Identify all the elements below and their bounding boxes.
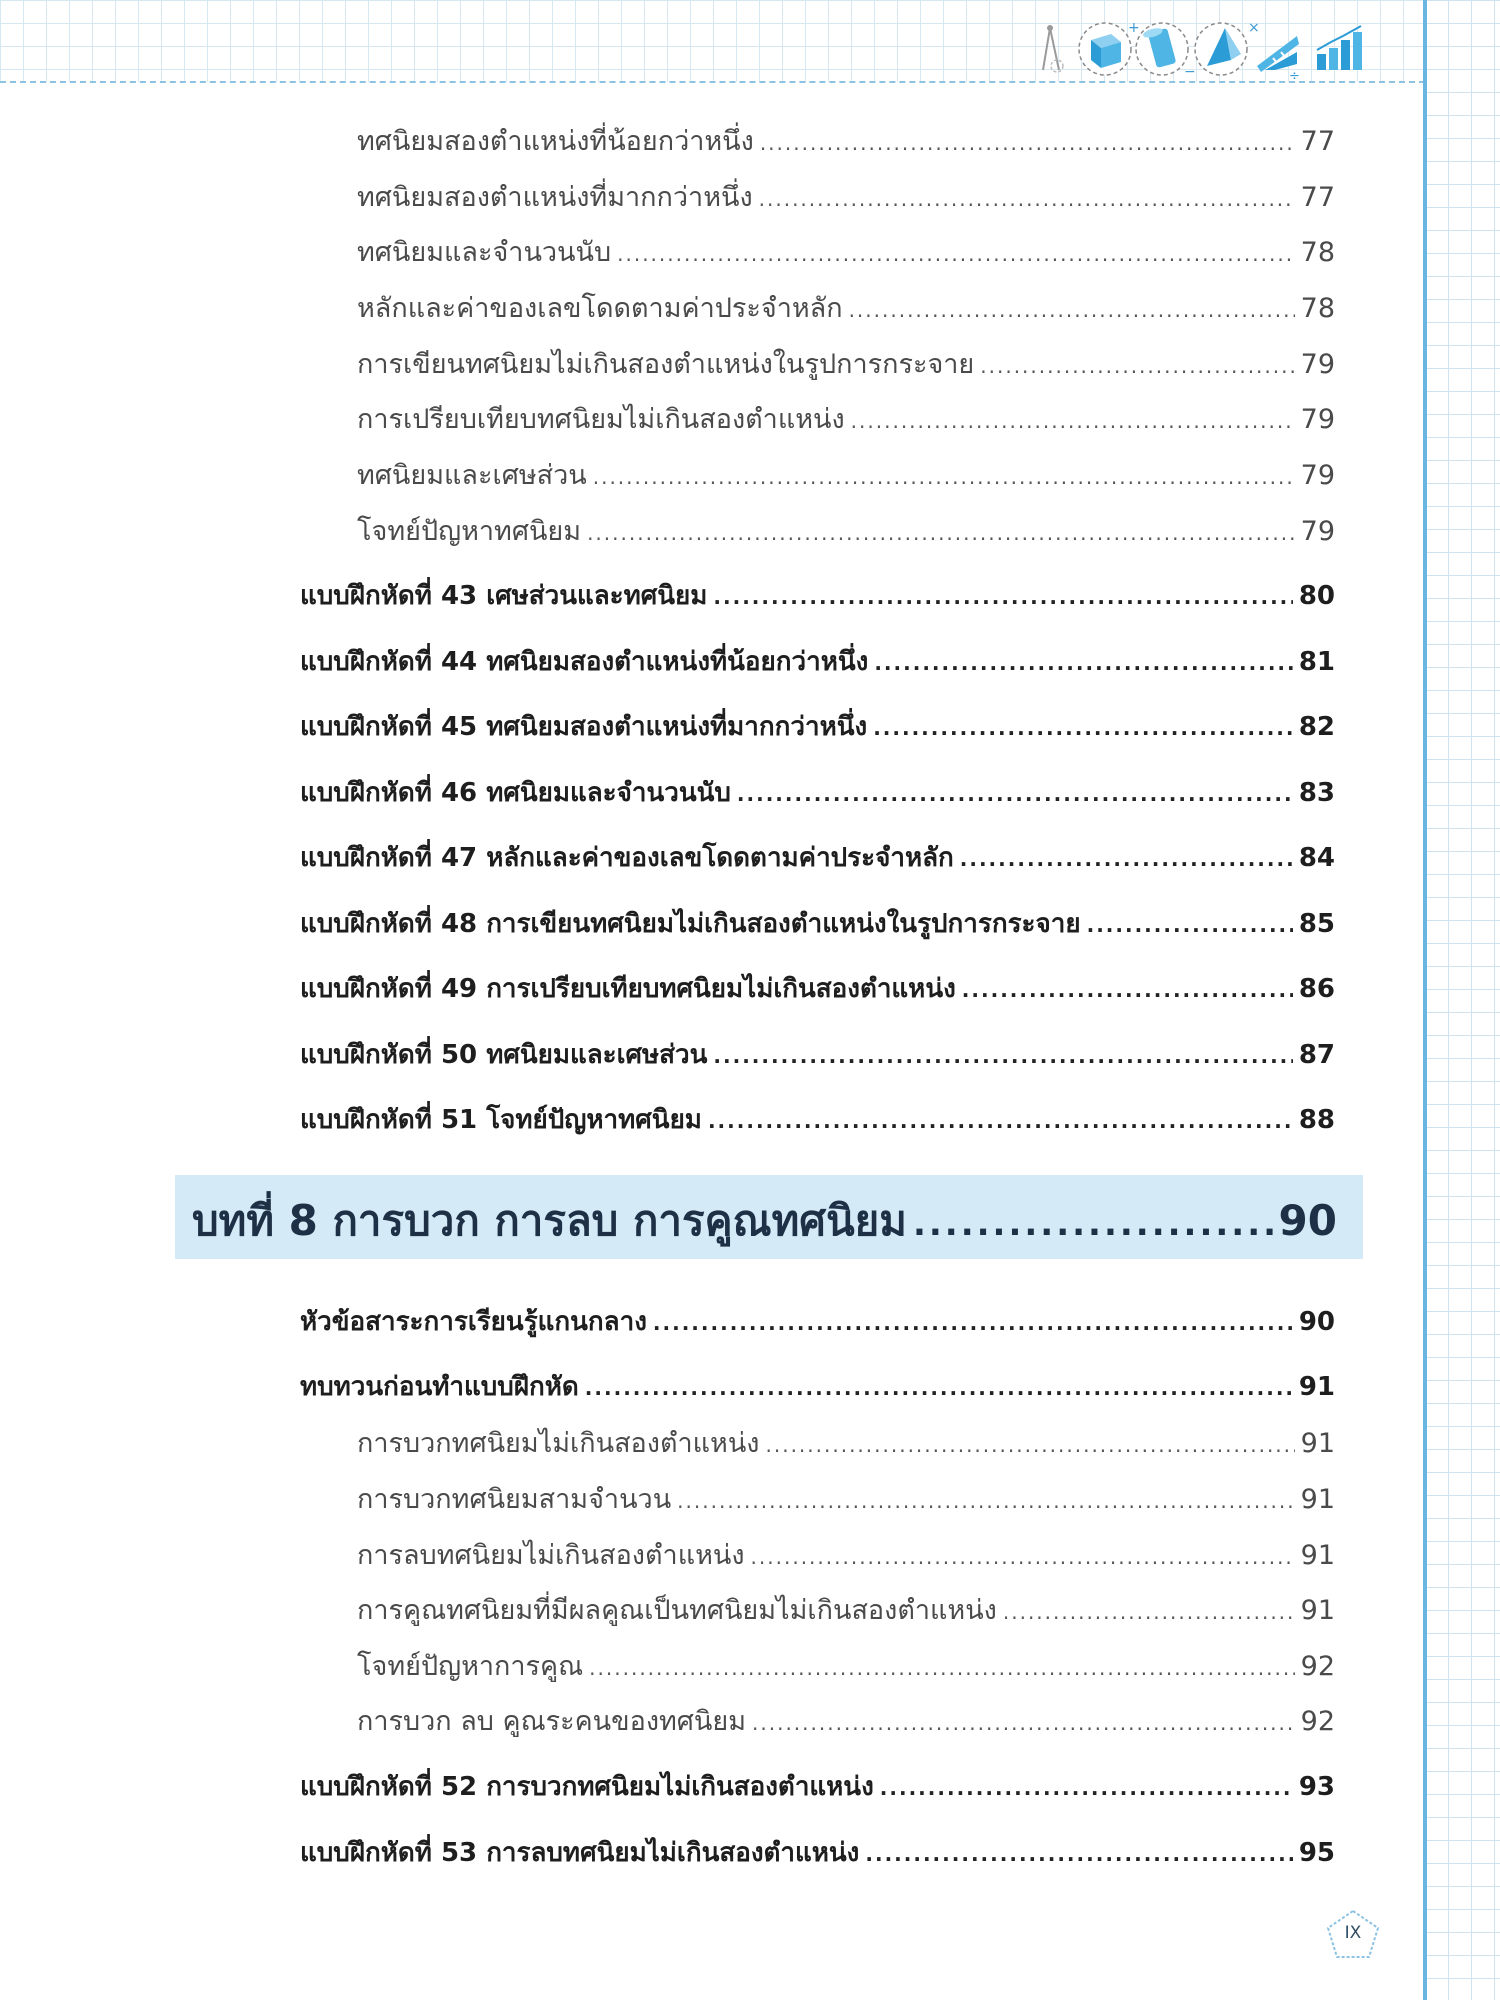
toc-page-number: 87 [1298,1040,1335,1070]
toc-page-number: 91 [1300,1428,1335,1459]
toc-entry-label: ทศนิยมและจำนวนนับ [357,237,612,268]
toc-page-number: 90 [1298,1307,1335,1337]
toc-subtopic-row[interactable] [357,286,1335,329]
dot-leader [593,465,1295,489]
chapter-heading[interactable] [192,1188,1337,1254]
toc-exercise-row[interactable] [300,575,1335,616]
dot-leader [589,1656,1294,1680]
toc-entry-label: แบบฝึกหัดที่ 53 การลบทศนิยมไม่เกินสองตำแหน่ง [300,1838,860,1868]
dot-leader [587,521,1295,545]
toc-entry-label: แบบฝึกหัดที่ 50 ทศนิยมและเศษส่วน [300,1040,708,1070]
dot-leader [751,1545,1295,1569]
dot-leader [677,1489,1294,1513]
toc-subtopic-row[interactable] [357,175,1335,218]
dot-leader [913,1204,1273,1244]
page-number: IX [1344,1923,1362,1943]
toc-entry-label: ทศนิยมสองตำแหน่งที่มากกว่าหนึ่ง [357,182,753,213]
dot-leader [865,1842,1292,1866]
toc-page-number: 80 [1298,581,1335,611]
toc-entry-label: การบวก ลบ คูณระคนของทศนิยม [357,1706,747,1737]
toc-exercise-row[interactable] [300,837,1335,878]
toc-page-number: 92 [1300,1651,1335,1682]
toc-entry-label: แบบฝึกหัดที่ 48 การเขียนทศนิยมไม่เกินสองตำแหน่งในรูปการกระจาย [300,909,1081,939]
dot-leader [713,1044,1292,1068]
dot-leader [962,978,1293,1002]
toc-page-number: 77 [1300,182,1335,213]
toc-entry-label: แบบฝึกหัดที่ 44 ทศนิยมสองตำแหน่งที่น้อยกว่าหนึ่ง [300,647,869,677]
toc-exercise-row[interactable] [300,903,1335,944]
toc-exercise-row[interactable] [300,968,1335,1009]
toc-page-number: 95 [1298,1838,1335,1868]
svg-text:÷: ÷ [1289,69,1300,80]
toc-entry-label: ทบทวนก่อนทำแบบฝึกหัด [300,1372,579,1402]
toc-subtopic-row[interactable] [357,342,1335,385]
toc-exercise-row[interactable] [300,706,1335,747]
dot-leader [874,651,1292,675]
toc-entry-label: แบบฝึกหัดที่ 52 การบวกทศนิยมไม่เกินสองตำแหน่ง [300,1772,874,1802]
dot-leader [880,1776,1293,1800]
chapter-page-number: 90 [1278,1196,1337,1245]
toc-entry-label: การเขียนทศนิยมไม่เกินสองตำแหน่งในรูปการกระจาย [357,349,975,380]
toc-page-number: 83 [1298,778,1335,808]
toc-entry-label: ทศนิยมสองตำแหน่งที่น้อยกว่าหนึ่ง [357,126,754,157]
toc-page-number: 93 [1298,1772,1335,1802]
toc-entry-label: แบบฝึกหัดที่ 43 เศษส่วนและทศนิยม [300,581,708,611]
dot-leader [851,409,1295,433]
toc-page-number: 91 [1300,1595,1335,1626]
toc-entry-label: ทศนิยมและเศษส่วน [357,460,587,491]
toc-entry-label: การคูณทศนิยมที่มีผลคูณเป็นทศนิยมไม่เกินสองตำแหน่ง [357,1595,997,1626]
toc-page-number: 78 [1300,237,1335,268]
toc-page-number: 92 [1300,1706,1335,1737]
toc-exercise-row[interactable] [300,772,1335,813]
toc-entry-label: การบวกทศนิยมสามจำนวน [357,1484,672,1515]
toc-entry-label: โจทย์ปัญหาการคูณ [357,1651,584,1682]
toc-page-number: 81 [1298,647,1335,677]
toc-entry-label: แบบฝึกหัดที่ 51 โจทย์ปัญหาทศนิยม [300,1105,702,1135]
toc-page-number: 82 [1298,712,1335,742]
dot-leader [737,782,1293,806]
dot-leader [849,298,1295,322]
dot-leader [960,847,1293,871]
dot-leader [759,187,1295,211]
dot-leader [713,585,1292,609]
toc-entry-label: แบบฝึกหัดที่ 49 การเปรียบเทียบทศนิยมไม่เกินสองตำแหน่ง [300,974,956,1004]
toc-subtopic-row[interactable] [357,1644,1335,1687]
toc-exercise-row[interactable] [300,1034,1335,1075]
toc-page-number: 78 [1300,293,1335,324]
toc-exercise-row[interactable] [300,1832,1335,1873]
toc-page-number: 86 [1298,974,1335,1004]
toc-entry-label: หลักและค่าของเลขโดดตามค่าประจำหลัก [357,293,843,324]
dot-leader [873,716,1293,740]
page-number-badge [1325,1908,1381,1960]
toc-entry-label: แบบฝึกหัดที่ 45 ทศนิยมสองตำแหน่งที่มากกว่าหนึ่ง [300,712,868,742]
toc-entry-label: การลบทศนิยมไม่เกินสองตำแหน่ง [357,1540,745,1571]
dot-leader [980,354,1294,378]
toc-page-number: 84 [1298,843,1335,873]
toc-subtopic-row[interactable] [357,1588,1335,1631]
toc-exercise-row[interactable] [300,1766,1335,1807]
dot-leader [766,1433,1295,1457]
chapter-title: บทที่ 8 การบวก การลบ การคูณทศนิยม [192,1196,907,1245]
toc-page-number: 88 [1298,1105,1335,1135]
toc-exercise-row[interactable] [300,641,1335,682]
dot-leader [752,1711,1295,1735]
dot-leader [708,1109,1293,1133]
toc-subtopic-row[interactable] [357,1533,1335,1576]
toc-entry-label: การบวกทศนิยมไม่เกินสองตำแหน่ง [357,1428,760,1459]
toc-exercise-row[interactable] [300,1099,1335,1140]
svg-text:×: × [1248,20,1260,36]
toc-entry-label: การเปรียบเทียบทศนิยมไม่เกินสองตำแหน่ง [357,404,845,435]
toc-page-number: 79 [1300,516,1335,547]
toc-subtopic-row[interactable] [357,230,1335,273]
toc-page-number: 91 [1300,1484,1335,1515]
toc-subtopic-row[interactable] [357,1699,1335,1742]
dot-leader [1087,913,1293,937]
toc-section-row[interactable] [300,1366,1335,1407]
svg-text:+: + [1128,20,1140,36]
toc-entry-label: หัวข้อสาระการเรียนรู้แกนกลาง [300,1307,647,1337]
toc-page-number: 79 [1300,460,1335,491]
toc-page-number: 77 [1300,126,1335,157]
toc-subtopic-row[interactable] [357,397,1335,440]
svg-text:−: − [1184,64,1196,80]
dot-leader [1003,1600,1295,1624]
toc-page-number: 91 [1300,1540,1335,1571]
toc-section-row[interactable] [300,1301,1335,1342]
toc-subtopic-row[interactable] [357,119,1335,162]
toc-page-number: 85 [1298,909,1335,939]
dot-leader [585,1376,1293,1400]
dot-leader [653,1311,1293,1335]
toc-entry-label: แบบฝึกหัดที่ 47 หลักและค่าของเลขโดดตามค่าประจำหลัก [300,843,954,873]
toc-entry-label: แบบฝึกหัดที่ 46 ทศนิยมและจำนวนนับ [300,778,731,808]
toc-subtopic-row[interactable] [357,1477,1335,1520]
toc-subtopic-row[interactable] [357,453,1335,496]
toc-subtopic-row[interactable] [357,1421,1335,1464]
toc-subtopic-row[interactable] [357,509,1335,552]
toc-entry-label: โจทย์ปัญหาทศนิยม [357,516,582,547]
dot-leader [617,242,1295,266]
toc-page-number: 79 [1300,404,1335,435]
toc-page-number: 79 [1300,349,1335,380]
dot-leader [760,131,1295,155]
toc-page-number: 91 [1298,1372,1335,1402]
